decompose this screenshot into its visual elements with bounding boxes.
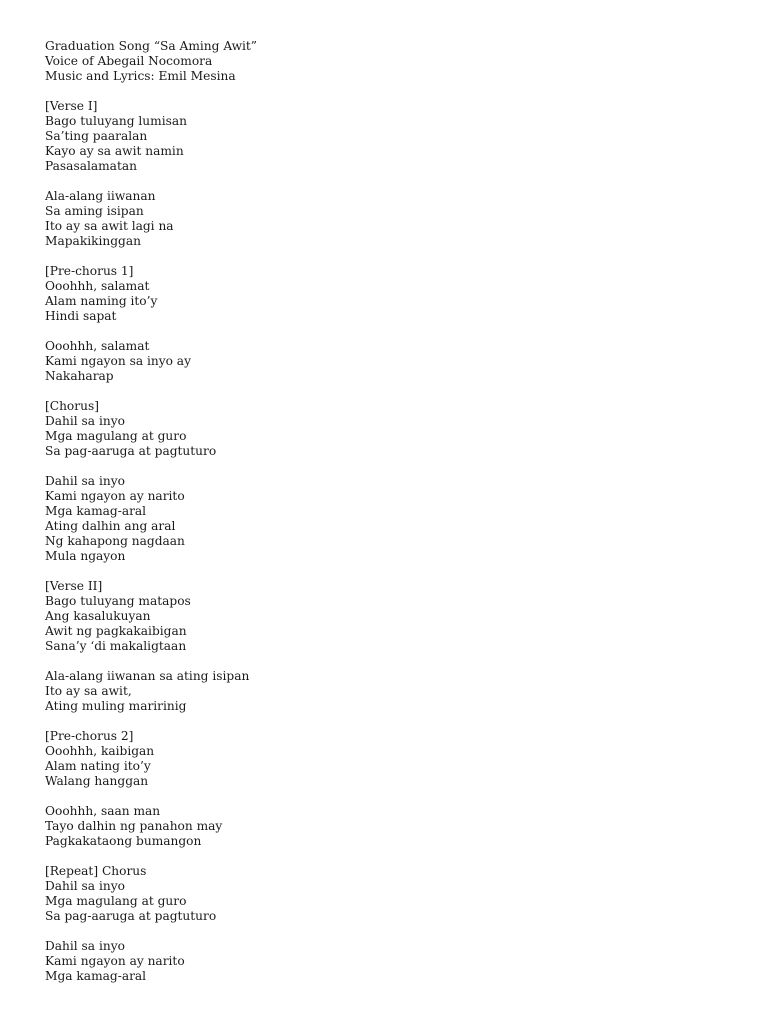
lyric-line: Dahil sa inyo — [45, 939, 125, 953]
section-label: [Chorus] — [45, 399, 99, 413]
blank-line — [45, 789, 745, 804]
lyric-line: Kami ngayon ay narito — [45, 954, 185, 968]
lyric-line: Walang hanggan — [45, 774, 149, 788]
song-music-lyrics-credit: Music and Lyrics: Emil Mesina — [45, 69, 236, 83]
lyric-line: Dahil sa inyo — [45, 474, 125, 488]
lyric-line: Ooohhh, salamat — [45, 339, 150, 353]
song-title: Graduation Song “Sa Aming Awit” — [45, 39, 258, 53]
lyric-line: Ala-alang iiwanan sa ating isipan — [45, 669, 250, 683]
lyric-line: Ito ay sa awit lagi na — [45, 219, 174, 233]
section-label: [Verse I] — [45, 99, 98, 113]
blank-line — [45, 714, 745, 729]
lyric-line: Pasasalamatan — [45, 159, 137, 173]
lyric-line: Ooohhh, saan man — [45, 804, 161, 818]
lyric-line: Alam naming ito’y — [45, 294, 158, 308]
section-label: [Verse II] — [45, 579, 103, 593]
lyric-line: Pagkakataong bumangon — [45, 834, 202, 848]
lyric-line: Mapakikinggan — [45, 234, 141, 248]
lyric-line: Mga magulang at guro — [45, 894, 187, 908]
stanza — [45, 939, 745, 984]
stanza — [45, 594, 745, 654]
lyric-line: Awit ng pagkakaibigan — [45, 624, 187, 638]
song-voice-credit: Voice of Abegail Nocomora — [45, 54, 213, 68]
blank-line — [45, 324, 745, 339]
stanza — [45, 114, 745, 174]
section-label: [Pre-chorus 1] — [45, 264, 134, 278]
lyric-line: Alam nating ito’y — [45, 759, 151, 773]
stanza — [45, 804, 745, 849]
stanza — [45, 189, 745, 249]
stanza — [45, 339, 745, 384]
lyric-line: Kayo ay sa awit namin — [45, 144, 184, 158]
blank-line — [45, 84, 745, 99]
stanza — [45, 744, 745, 789]
lyric-line: Sa aming isipan — [45, 204, 144, 218]
song-section — [45, 399, 745, 564]
song-section — [45, 579, 745, 714]
lyric-line: Sa pag-aaruga at pagtuturo — [45, 444, 217, 458]
blank-line — [45, 174, 745, 189]
lyric-line: Ating dalhin ang aral — [45, 519, 176, 533]
blank-line — [45, 654, 745, 669]
lyric-line: Ala-alang iiwanan — [45, 189, 156, 203]
song-section — [45, 864, 745, 984]
song-sections — [45, 84, 745, 984]
lyric-line: Tayo dalhin ng panahon may — [45, 819, 223, 833]
song-section — [45, 264, 745, 384]
lyric-line: Mula ngayon — [45, 549, 126, 563]
lyric-line: Ating muling maririnig — [45, 699, 187, 713]
stanza — [45, 279, 745, 324]
lyric-line: Ang kasalukuyan — [45, 609, 151, 623]
section-label: [Repeat] Chorus — [45, 864, 147, 878]
blank-line — [45, 564, 745, 579]
lyric-line: Dahil sa inyo — [45, 879, 125, 893]
stanza — [45, 414, 745, 459]
song-section — [45, 729, 745, 849]
stanza — [45, 879, 745, 924]
stanza — [45, 669, 745, 714]
lyric-line: Bago tuluyang lumisan — [45, 114, 187, 128]
lyric-line: Sa’ting paaralan — [45, 129, 148, 143]
blank-line — [45, 384, 745, 399]
song-header — [45, 39, 745, 84]
stanza — [45, 474, 745, 564]
lyric-line: Ng kahapong nagdaan — [45, 534, 185, 548]
lyric-line: Bago tuluyang matapos — [45, 594, 191, 608]
lyric-line: Mga kamag-aral — [45, 504, 147, 518]
lyrics-document — [45, 39, 745, 984]
lyric-line: Kami ngayon sa inyo ay — [45, 354, 191, 368]
lyric-line: Ito ay sa awit, — [45, 684, 132, 698]
lyric-line: Sana’y ‘di makaligtaan — [45, 639, 187, 653]
lyric-line: Mga magulang at guro — [45, 429, 187, 443]
lyric-line: Dahil sa inyo — [45, 414, 125, 428]
blank-line — [45, 924, 745, 939]
lyric-line: Ooohhh, salamat — [45, 279, 150, 293]
lyric-line: Mga kamag-aral — [45, 969, 147, 983]
song-section — [45, 99, 745, 249]
lyric-line: Sa pag-aaruga at pagtuturo — [45, 909, 217, 923]
blank-line — [45, 849, 745, 864]
section-label: [Pre-chorus 2] — [45, 729, 134, 743]
blank-line — [45, 249, 745, 264]
lyric-line: Ooohhh, kaibigan — [45, 744, 155, 758]
lyric-line: Hindi sapat — [45, 309, 117, 323]
lyric-line: Kami ngayon ay narito — [45, 489, 185, 503]
lyric-line: Nakaharap — [45, 369, 114, 383]
blank-line — [45, 459, 745, 474]
